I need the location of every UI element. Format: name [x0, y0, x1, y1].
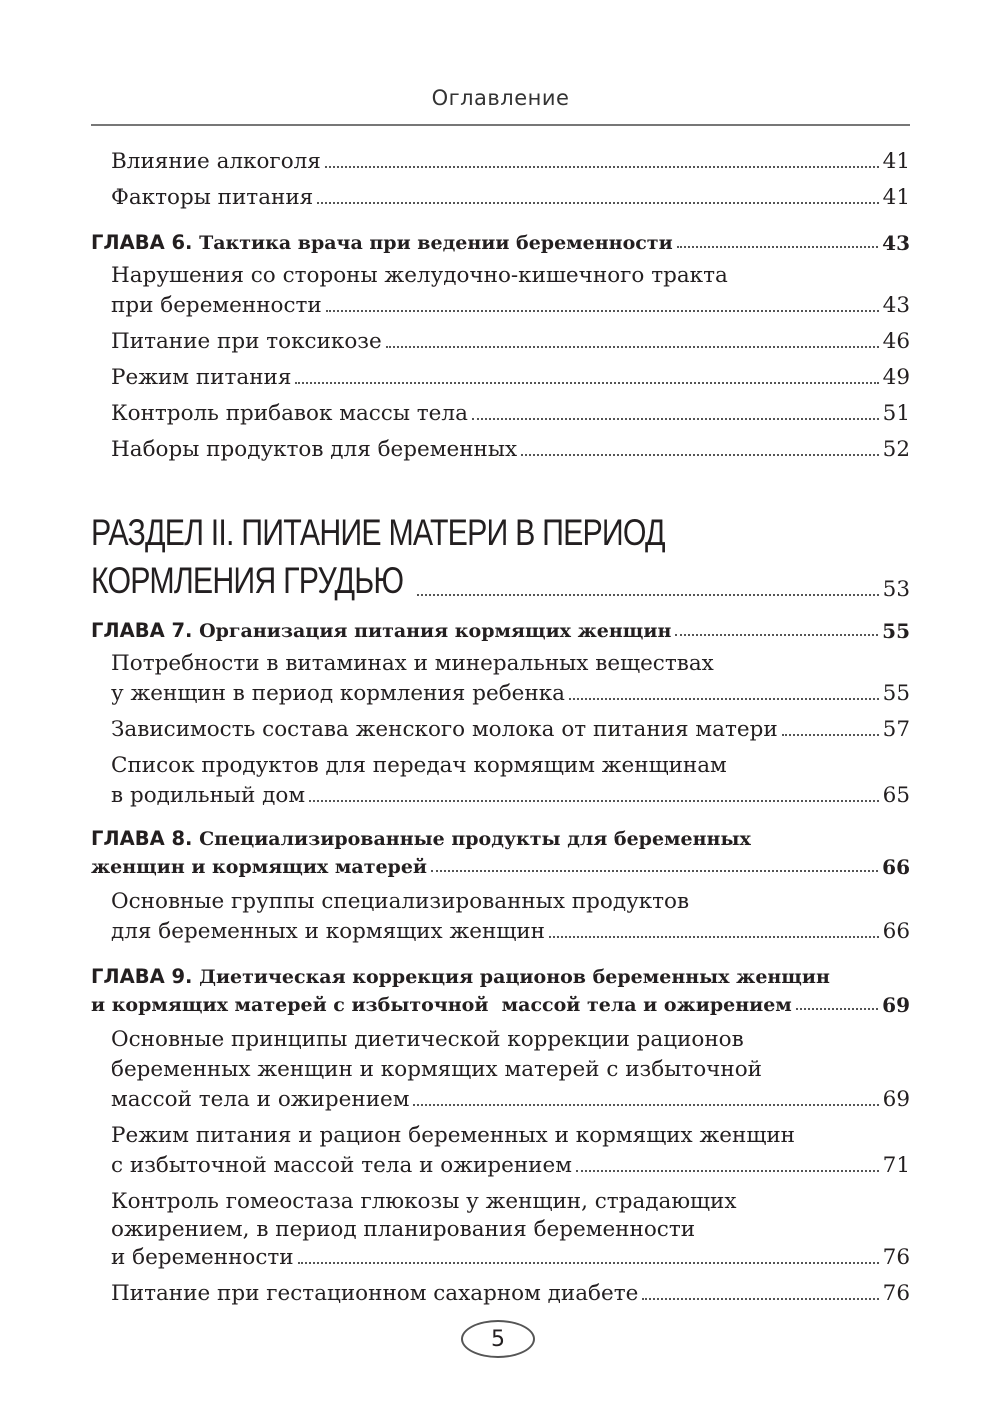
toc-entry-title: Наборы продуктов для беременных — [111, 437, 518, 463]
leader-dots — [413, 1104, 878, 1106]
toc-entry-title: Контроль прибавок массы тела — [111, 401, 468, 427]
toc-entry-title: Питание при токсикозе — [111, 329, 382, 355]
toc-entry-title: с избыточной массой тела и ожирением — [111, 1153, 572, 1179]
leader-dots — [417, 594, 879, 596]
chapter-title: и кормящих матерей с избыточной массой тела и ожирением — [91, 994, 792, 1017]
leader-dots — [549, 936, 879, 938]
toc-entry-title: у женщин в период кормления ребенка — [111, 681, 565, 707]
chapter-title: Организация питания кормящих женщин — [199, 620, 672, 643]
toc-entry-title: Факторы питания — [111, 185, 314, 211]
toc-entry[interactable] — [111, 776, 910, 808]
chapter-entry-8[interactable] — [91, 846, 910, 878]
chapter-entry-6[interactable] — [91, 222, 910, 254]
chapter-entry-9[interactable] — [91, 984, 910, 1016]
chapter-title: женщин и кормящих матерей — [91, 856, 428, 879]
toc-entry-line[interactable] — [111, 256, 910, 288]
leader-dots — [642, 1298, 878, 1300]
toc-entry[interactable] — [111, 178, 910, 210]
toc-entry-title: Основные группы специализированных продуктов — [111, 889, 690, 915]
toc-entry-page: 57 — [882, 717, 910, 743]
leader-dots — [569, 698, 879, 700]
toc-entry-title: Питание при гестационном сахарном диабете — [111, 1281, 639, 1307]
leader-dots — [295, 382, 878, 384]
chapter-label: ГЛАВА 7. — [91, 619, 193, 643]
toc-entry-title: Список продуктов для передач кормящим женщинам — [111, 753, 727, 779]
leader-dots — [386, 346, 879, 348]
section-title: КОРМЛЕНИЯ ГРУДЬЮ — [91, 560, 404, 602]
leader-dots — [431, 870, 878, 872]
toc-entry-title: Режим питания — [111, 365, 292, 391]
toc-entry[interactable] — [111, 1274, 910, 1306]
toc-entry-line[interactable] — [111, 1050, 910, 1082]
running-header: Оглавление — [431, 86, 570, 110]
leader-dots — [576, 1170, 879, 1172]
leader-dots — [675, 634, 878, 636]
toc-entry-line[interactable] — [111, 882, 910, 914]
leader-dots — [317, 202, 878, 204]
leader-dots — [298, 1262, 879, 1264]
toc-entry[interactable] — [111, 142, 910, 174]
toc-entry-page: 41 — [882, 185, 910, 211]
toc-entry-title: при беременности — [111, 293, 322, 319]
leader-dots — [472, 418, 879, 420]
chapter-title: Диетическая коррекция рационов беременных женщин — [199, 966, 830, 989]
leader-dots — [521, 454, 879, 456]
leader-dots — [782, 734, 879, 736]
toc-entry-title: Влияние алкоголя — [111, 149, 321, 175]
leader-dots — [796, 1008, 878, 1010]
toc-entry-title: Основные принципы диетической коррекции рационов — [111, 1027, 744, 1053]
chapter-title: Тактика врача при ведении беременности — [199, 232, 673, 255]
toc-entry-page: 49 — [882, 365, 910, 391]
leader-dots — [325, 166, 879, 168]
toc-entry[interactable] — [111, 912, 910, 944]
toc-entry[interactable] — [111, 358, 910, 390]
toc-entry-page: 65 — [882, 783, 910, 809]
toc-entry-page: 76 — [882, 1281, 910, 1307]
toc-entry[interactable] — [111, 430, 910, 462]
toc-entry[interactable] — [111, 1080, 910, 1112]
toc-entry-page: 52 — [882, 437, 910, 463]
section-page: 53 — [882, 577, 910, 603]
toc-entry-page: 76 — [882, 1245, 910, 1271]
toc-entry-title: Режим питания и рацион беременных и кормящих женщин — [111, 1123, 795, 1149]
leader-dots — [309, 800, 879, 802]
chapter-label: ГЛАВА 8. — [91, 827, 193, 851]
toc-entry-title: для беременных и кормящих женщин — [111, 919, 545, 945]
leader-dots — [677, 246, 878, 248]
toc-entry-page: 71 — [882, 1153, 910, 1179]
toc-entry-title: Контроль гомеостаза глюкозы у женщин, страдающих — [111, 1189, 737, 1215]
toc-entry-line[interactable] — [111, 1116, 910, 1148]
toc-entry-title: и беременности — [111, 1245, 294, 1271]
toc-entry[interactable] — [111, 710, 910, 742]
toc-entry-line[interactable] — [111, 644, 910, 676]
toc-entry[interactable] — [111, 1146, 910, 1178]
toc-entry-page: 55 — [882, 681, 910, 707]
toc-entry-page: 51 — [882, 401, 910, 427]
section-title: РАЗДЕЛ II. ПИТАНИЕ МАТЕРИ В ПЕРИОД — [91, 512, 665, 553]
chapter-entry-7[interactable] — [91, 610, 910, 642]
toc-entry-page: 69 — [882, 1087, 910, 1113]
toc-entry-title: ожирением, в период планирования беременности — [111, 1217, 696, 1243]
header-rule — [91, 124, 910, 126]
toc-entry[interactable] — [111, 674, 910, 706]
toc-entry-page: 66 — [882, 919, 910, 945]
toc-entry[interactable] — [111, 322, 910, 354]
toc-entry-title: массой тела и ожирением — [111, 1087, 410, 1113]
toc-entry-title: Потребности в витаминах и минеральных веществах — [111, 651, 714, 677]
chapter-page: 69 — [882, 993, 910, 1017]
leader-dots — [326, 310, 879, 312]
chapter-page: 43 — [882, 231, 910, 255]
chapter-page: 66 — [882, 855, 910, 879]
toc-entry-page: 41 — [882, 149, 910, 175]
toc-entry-page: 46 — [882, 329, 910, 355]
page-number: 5 — [461, 1320, 535, 1358]
section-heading-line — [91, 512, 910, 560]
chapter-title: Специализированные продукты для беременных — [199, 828, 751, 851]
chapter-page: 55 — [882, 619, 910, 643]
toc-entry-title: в родильный дом — [111, 783, 306, 809]
toc-entry-title: беременных женщин и кормящих матерей с избыточной — [111, 1057, 762, 1083]
toc-entry-title: Зависимость состава женского молока от питания матери — [111, 717, 778, 743]
chapter-label: ГЛАВА 6. — [91, 231, 193, 255]
toc-entry[interactable] — [111, 286, 910, 318]
toc-entry-line[interactable] — [111, 1020, 910, 1052]
section-entry-2[interactable] — [91, 554, 910, 602]
toc-entry[interactable] — [111, 1238, 910, 1270]
chapter-label: ГЛАВА 9. — [91, 965, 193, 989]
toc-entry-title: Нарушения со стороны желудочно-кишечного тракта — [111, 263, 728, 289]
toc-entry-page: 43 — [882, 293, 910, 319]
toc-entry[interactable] — [111, 394, 910, 426]
toc-entry-line[interactable] — [111, 746, 910, 778]
